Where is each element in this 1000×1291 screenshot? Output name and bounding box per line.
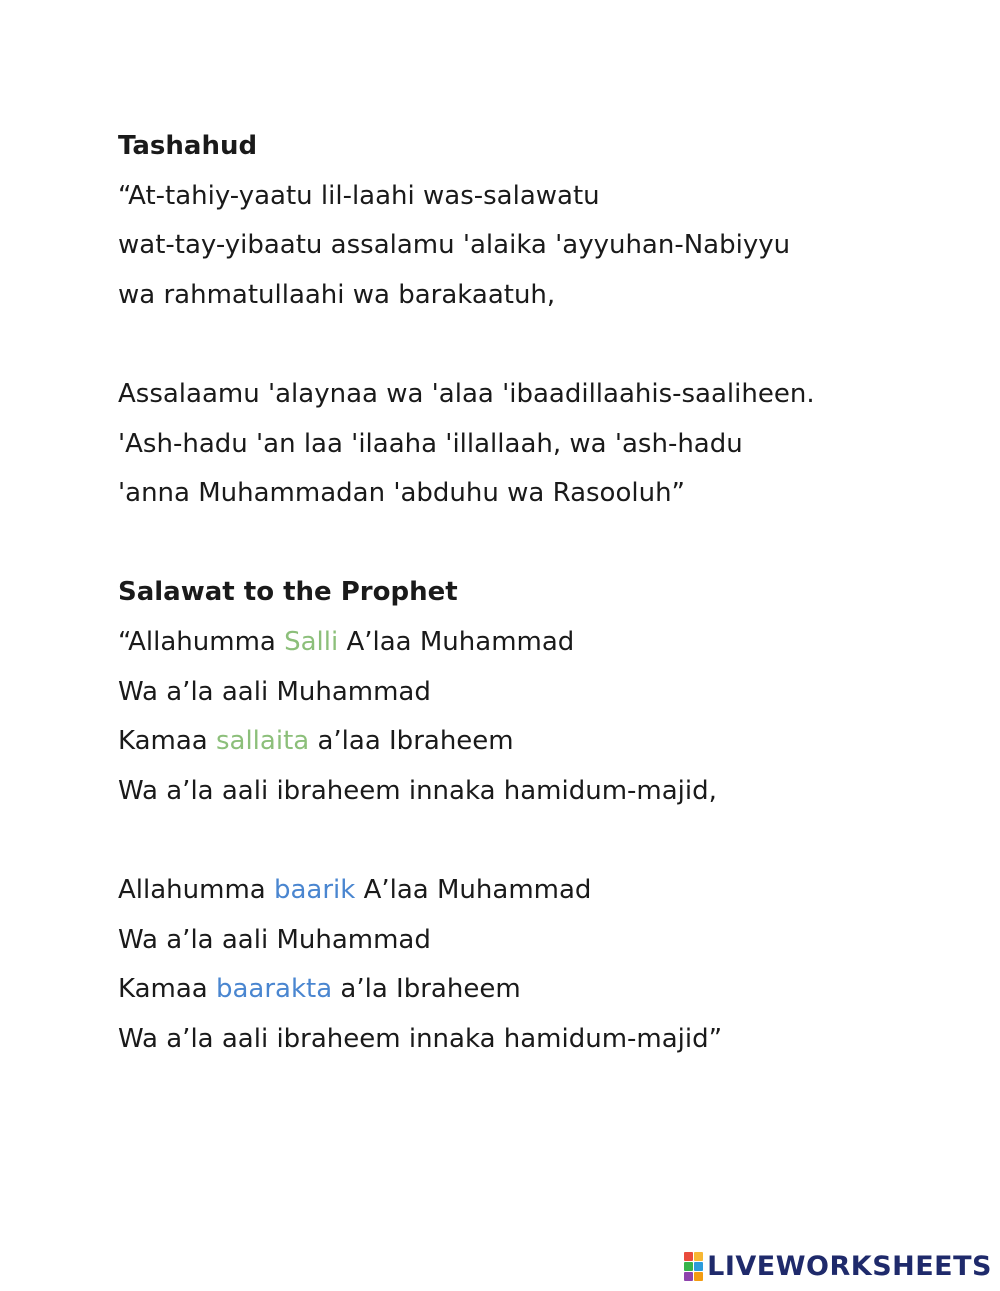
text-line: Wa a’la aali Muhammad <box>118 676 431 707</box>
text-line <box>118 618 918 668</box>
section-heading-tashahud: Tashahud <box>118 131 258 161</box>
text-line <box>118 965 918 1015</box>
text-line <box>118 866 918 916</box>
liveworksheets-logo-icon <box>684 1252 703 1281</box>
text-segment: Kamaa <box>118 974 216 1005</box>
logo-tile <box>684 1272 693 1281</box>
watermark-text: LIVEWORKSHEETS <box>707 1250 992 1282</box>
text-line: wa rahmatullaahi wa barakaatuh, <box>118 279 556 310</box>
stanza-gap <box>118 816 918 866</box>
text-line: Wa a’la aali ibraheem innaka hamidum-majid, <box>118 775 717 806</box>
text-segment: A’laa Muhammad <box>338 626 575 657</box>
logo-tile <box>694 1272 703 1281</box>
stanza-gap <box>118 320 918 370</box>
highlighted-word-sallaita: sallaita <box>215 726 310 757</box>
text-line <box>118 717 918 767</box>
logo-tile <box>694 1262 703 1271</box>
text-line: Wa a’la aali ibraheem innaka hamidum-majid” <box>118 1023 723 1054</box>
text-line: Assalaamu 'alaynaa wa 'alaa 'ibaadillaahis-saaliheen. <box>118 378 815 409</box>
text-segment: A’laa Muhammad <box>355 874 592 905</box>
text-segment: Allahumma <box>118 874 274 905</box>
highlighted-word-baarakta: baarakta <box>215 974 333 1005</box>
text-line: 'Ash-hadu 'an laa 'ilaaha 'illallaah, wa 'ash-hadu <box>118 428 743 459</box>
stanza-gap <box>118 519 918 569</box>
text-segment: a’laa Ibraheem <box>309 726 514 757</box>
liveworksheets-watermark <box>684 1251 992 1281</box>
text-line: wat-tay-yibaatu assalamu 'alaika 'ayyuhan-Nabiyyu <box>118 230 791 261</box>
highlighted-word-baarik: baarik <box>273 874 356 905</box>
logo-tile <box>684 1252 693 1261</box>
section-heading-salawat: Salawat to the Prophet <box>118 577 458 608</box>
text-segment: Kamaa <box>118 726 216 757</box>
logo-tile <box>694 1252 703 1261</box>
text-segment: a’la Ibraheem <box>332 974 521 1005</box>
text-line: 'anna Muhammadan 'abduhu wa Rasooluh” <box>118 478 686 509</box>
text-line: Wa a’la aali Muhammad <box>118 924 431 955</box>
logo-tile <box>684 1262 693 1271</box>
text-segment: “Allahumma <box>118 626 285 657</box>
highlighted-word-salli: Salli <box>284 626 339 657</box>
text-line: “At-tahiy-yaatu lil-laahi was-salawatu <box>118 180 600 211</box>
document-body <box>118 122 918 1064</box>
